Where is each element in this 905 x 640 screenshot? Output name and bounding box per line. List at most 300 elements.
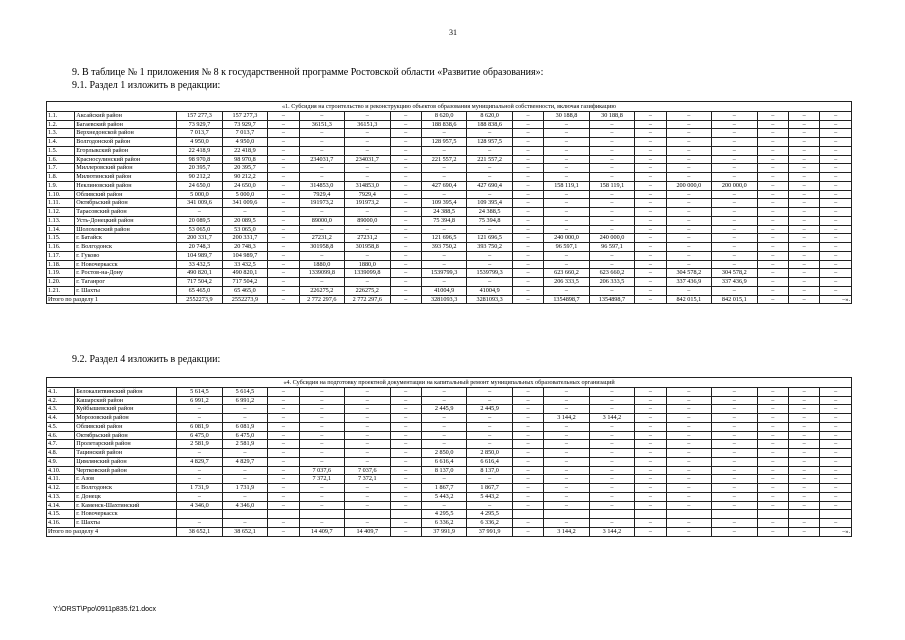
value-cell: 240 000,0: [589, 234, 634, 243]
table-row: [47, 155, 852, 164]
value-cell: –: [268, 129, 299, 138]
table-row: [47, 286, 852, 295]
heading-section-4: 9.2. Раздел 4 изложить в редакции:: [72, 354, 221, 365]
value-cell: –: [788, 475, 819, 484]
municipality-name: Милютинский район: [75, 173, 177, 182]
value-cell: –: [512, 484, 543, 493]
value-cell: –: [299, 208, 344, 217]
value-cell: –: [390, 225, 421, 234]
value-cell: –: [421, 422, 466, 431]
value-cell: –: [712, 129, 757, 138]
value-cell: –: [345, 484, 390, 493]
value-cell: 3 144,2: [589, 414, 634, 423]
value-cell: 27231,2: [345, 234, 390, 243]
value-cell: –: [390, 138, 421, 147]
value-cell: 128 957,5: [467, 138, 512, 147]
table-row: [47, 449, 852, 458]
value-cell: 7 013,7: [222, 129, 267, 138]
value-cell: –: [345, 387, 390, 396]
value-cell: –: [544, 138, 589, 147]
value-cell: –: [222, 414, 267, 423]
value-cell: –: [788, 466, 819, 475]
value-cell: –: [512, 146, 543, 155]
value-cell: –: [421, 387, 466, 396]
municipality-name: г. Таганрог: [75, 278, 177, 287]
value-cell: –: [421, 501, 466, 510]
value-cell: 36151,3: [345, 120, 390, 129]
value-cell: [712, 510, 757, 519]
total-value: 2552273,9: [222, 295, 267, 304]
value-cell: –: [788, 251, 819, 260]
value-cell: –: [390, 199, 421, 208]
value-cell: –: [390, 519, 421, 528]
value-cell: –: [757, 164, 788, 173]
value-cell: –: [666, 129, 711, 138]
value-cell: –: [467, 414, 512, 423]
value-cell: 4 829,7: [177, 457, 222, 466]
table-row: [47, 216, 852, 225]
value-cell: –: [390, 129, 421, 138]
value-cell: 6 336,2: [467, 519, 512, 528]
value-cell: 1 867,7: [421, 484, 466, 493]
value-cell: –: [757, 243, 788, 252]
municipality-name: г. Волгодонск: [75, 484, 177, 493]
value-cell: –: [345, 111, 390, 120]
value-cell: –: [299, 146, 344, 155]
value-cell: –: [544, 484, 589, 493]
value-cell: –: [635, 396, 666, 405]
value-cell: 65 465,0: [222, 286, 267, 295]
value-cell: –: [820, 173, 852, 182]
total-value: –: [757, 295, 788, 304]
value-cell: –: [666, 138, 711, 147]
value-cell: –: [421, 278, 466, 287]
municipality-name: г. Донецк: [75, 492, 177, 501]
value-cell: –: [268, 431, 299, 440]
value-cell: –: [712, 146, 757, 155]
value-cell: –: [635, 501, 666, 510]
municipality-name: Усть-Донецкий район: [75, 216, 177, 225]
value-cell: –: [390, 251, 421, 260]
municipality-name: г. Волгодонск: [75, 243, 177, 252]
value-cell: [757, 510, 788, 519]
value-cell: –: [421, 260, 466, 269]
value-cell: –: [712, 225, 757, 234]
value-cell: –: [757, 225, 788, 234]
value-cell: 1880,0: [299, 260, 344, 269]
value-cell: –: [390, 414, 421, 423]
value-cell: –: [299, 457, 344, 466]
value-cell: –: [512, 199, 543, 208]
table-total-row: [47, 295, 852, 304]
value-cell: 393 750,2: [467, 243, 512, 252]
value-cell: 4 295,5: [467, 510, 512, 519]
value-cell: –: [788, 164, 819, 173]
value-cell: –: [666, 484, 711, 493]
value-cell: –: [820, 492, 852, 501]
value-cell: –: [268, 286, 299, 295]
value-cell: –: [635, 466, 666, 475]
municipality-name: г. Новочеркасск: [75, 260, 177, 269]
value-cell: 75 394,8: [467, 216, 512, 225]
value-cell: –: [788, 243, 819, 252]
value-cell: –: [467, 129, 512, 138]
value-cell: –: [666, 449, 711, 458]
row-number: 1.15.: [47, 234, 75, 243]
value-cell: –: [788, 519, 819, 528]
value-cell: –: [589, 190, 634, 199]
value-cell: –: [467, 431, 512, 440]
value-cell: 717 504,2: [177, 278, 222, 287]
value-cell: –: [268, 414, 299, 423]
value-cell: 89000,0: [299, 216, 344, 225]
value-cell: 4 950,0: [177, 138, 222, 147]
value-cell: –: [712, 251, 757, 260]
value-cell: 234031,7: [345, 155, 390, 164]
value-cell: –: [788, 278, 819, 287]
municipality-name: Кашарский район: [75, 396, 177, 405]
value-cell: 7929,4: [345, 190, 390, 199]
value-cell: –: [712, 286, 757, 295]
value-cell: –: [390, 449, 421, 458]
value-cell: 4 346,0: [222, 501, 267, 510]
table-row: [47, 243, 852, 252]
value-cell: –: [666, 199, 711, 208]
value-cell: –: [820, 414, 852, 423]
value-cell: –: [820, 278, 852, 287]
total-value: 3 144,2: [589, 527, 634, 536]
value-cell: –: [512, 519, 543, 528]
value-cell: –: [757, 396, 788, 405]
value-cell: 7 372,1: [299, 475, 344, 484]
value-cell: –: [788, 396, 819, 405]
value-cell: –: [635, 431, 666, 440]
value-cell: 200 000,0: [712, 181, 757, 190]
total-value: –: [512, 527, 543, 536]
value-cell: –: [512, 216, 543, 225]
value-cell: 104 989,7: [177, 251, 222, 260]
value-cell: –: [820, 129, 852, 138]
row-number: 4.1.: [47, 387, 75, 396]
value-cell: –: [757, 208, 788, 217]
value-cell: 6 336,2: [421, 519, 466, 528]
value-cell: –: [467, 422, 512, 431]
value-cell: –: [390, 466, 421, 475]
municipality-name: г. Шахты: [75, 519, 177, 528]
value-cell: –: [820, 190, 852, 199]
value-cell: –: [820, 155, 852, 164]
value-cell: [512, 510, 543, 519]
value-cell: –: [820, 286, 852, 295]
table-row: [47, 225, 852, 234]
value-cell: –: [757, 138, 788, 147]
municipality-name: г. Шахты: [75, 286, 177, 295]
value-cell: –: [544, 449, 589, 458]
municipality-name: г. Батайск: [75, 234, 177, 243]
value-cell: –: [820, 269, 852, 278]
value-cell: –: [788, 129, 819, 138]
table-row: [47, 164, 852, 173]
file-path-footer: Y:\ORST\Ppo\0911p835.f21.docx: [53, 606, 156, 613]
value-cell: –: [635, 138, 666, 147]
value-cell: –: [589, 484, 634, 493]
value-cell: –: [345, 208, 390, 217]
value-cell: –: [666, 111, 711, 120]
value-cell: –: [467, 225, 512, 234]
value-cell: –: [788, 138, 819, 147]
municipality-name: Морозовский район: [75, 414, 177, 423]
value-cell: –: [421, 396, 466, 405]
value-cell: 121 696,5: [467, 234, 512, 243]
value-cell: –: [268, 164, 299, 173]
value-cell: –: [820, 387, 852, 396]
municipality-name: Белокалитвинский район: [75, 387, 177, 396]
value-cell: –: [512, 440, 543, 449]
value-cell: –: [635, 457, 666, 466]
table-row: [47, 387, 852, 396]
value-cell: –: [589, 440, 634, 449]
value-cell: –: [635, 225, 666, 234]
value-cell: –: [268, 208, 299, 217]
value-cell: –: [635, 181, 666, 190]
value-cell: –: [820, 466, 852, 475]
value-cell: –: [635, 475, 666, 484]
value-cell: –: [788, 440, 819, 449]
table-section-1: [46, 101, 852, 304]
total-value: 3281093,3: [421, 295, 466, 304]
value-cell: –: [299, 492, 344, 501]
value-cell: –: [544, 199, 589, 208]
total-value: –: [390, 527, 421, 536]
value-cell: –: [820, 164, 852, 173]
value-cell: 1539799,3: [467, 269, 512, 278]
value-cell: 24 650,0: [222, 181, 267, 190]
value-cell: –: [757, 519, 788, 528]
value-cell: –: [512, 501, 543, 510]
value-cell: –: [345, 422, 390, 431]
value-cell: –: [589, 120, 634, 129]
value-cell: –: [299, 422, 344, 431]
value-cell: 304 578,2: [666, 269, 711, 278]
table-row: [47, 190, 852, 199]
table-row: [47, 457, 852, 466]
row-number: 4.3.: [47, 405, 75, 414]
value-cell: –: [345, 225, 390, 234]
value-cell: –: [757, 251, 788, 260]
value-cell: 2 445,9: [467, 405, 512, 414]
value-cell: 2 581,9: [222, 440, 267, 449]
table-row: [47, 501, 852, 510]
value-cell: –: [820, 146, 852, 155]
table-row: [47, 146, 852, 155]
value-cell: 1880,0: [345, 260, 390, 269]
value-cell: –: [345, 457, 390, 466]
value-cell: –: [544, 286, 589, 295]
value-cell: –: [390, 146, 421, 155]
value-cell: 90 212,2: [177, 173, 222, 182]
value-cell: –: [788, 431, 819, 440]
value-cell: –: [635, 440, 666, 449]
total-value: –: [635, 295, 666, 304]
value-cell: 98 970,8: [222, 155, 267, 164]
value-cell: –: [635, 449, 666, 458]
value-cell: –: [268, 111, 299, 120]
value-cell: –: [635, 190, 666, 199]
value-cell: –: [712, 243, 757, 252]
value-cell: –: [299, 138, 344, 147]
value-cell: 53 065,0: [177, 225, 222, 234]
value-cell: –: [712, 414, 757, 423]
value-cell: –: [390, 111, 421, 120]
value-cell: –: [544, 519, 589, 528]
total-value: –».: [820, 527, 852, 536]
value-cell: –: [421, 190, 466, 199]
heading-section-1: 9.1. Раздел 1 изложить в редакции:: [72, 80, 221, 91]
value-cell: –: [712, 164, 757, 173]
row-number: 4.10.: [47, 466, 75, 475]
value-cell: –: [268, 466, 299, 475]
row-number: 4.5.: [47, 422, 75, 431]
value-cell: –: [467, 440, 512, 449]
value-cell: 20 395,7: [177, 164, 222, 173]
value-cell: 33 432,5: [222, 260, 267, 269]
value-cell: –: [268, 484, 299, 493]
value-cell: 4 950,0: [222, 138, 267, 147]
value-cell: 8 137,0: [421, 466, 466, 475]
municipality-name: Обливский район: [75, 422, 177, 431]
table-total-row: [47, 527, 852, 536]
value-cell: –: [788, 225, 819, 234]
value-cell: –: [467, 190, 512, 199]
value-cell: –: [757, 440, 788, 449]
value-cell: –: [268, 501, 299, 510]
value-cell: –: [589, 519, 634, 528]
value-cell: –: [268, 155, 299, 164]
table-row: [47, 173, 852, 182]
value-cell: 30 188,8: [544, 111, 589, 120]
value-cell: –: [544, 475, 589, 484]
value-cell: –: [757, 155, 788, 164]
value-cell: 341 009,6: [177, 199, 222, 208]
value-cell: –: [544, 431, 589, 440]
value-cell: –: [512, 269, 543, 278]
total-value: 38 652,1: [222, 527, 267, 536]
row-number: 4.11.: [47, 475, 75, 484]
total-value: 2 772 297,6: [345, 295, 390, 304]
value-cell: –: [666, 190, 711, 199]
value-cell: –: [544, 405, 589, 414]
value-cell: 8 620,0: [467, 111, 512, 120]
value-cell: –: [666, 216, 711, 225]
value-cell: 314853,0: [345, 181, 390, 190]
value-cell: –: [177, 475, 222, 484]
value-cell: [635, 510, 666, 519]
row-number: 4.16.: [47, 519, 75, 528]
value-cell: 73 929,7: [222, 120, 267, 129]
value-cell: 623 660,2: [589, 269, 634, 278]
value-cell: –: [666, 440, 711, 449]
value-cell: –: [666, 243, 711, 252]
row-number: 1.1.: [47, 111, 75, 120]
row-number: 4.7.: [47, 440, 75, 449]
value-cell: 20 748,3: [222, 243, 267, 252]
value-cell: –: [788, 181, 819, 190]
municipality-name: Красносулинский район: [75, 155, 177, 164]
total-value: 3 144,2: [544, 527, 589, 536]
value-cell: –: [177, 492, 222, 501]
value-cell: –: [820, 449, 852, 458]
value-cell: 2 581,9: [177, 440, 222, 449]
value-cell: –: [222, 519, 267, 528]
table-row: [47, 269, 852, 278]
value-cell: –: [757, 120, 788, 129]
value-cell: [544, 510, 589, 519]
value-cell: –: [345, 146, 390, 155]
value-cell: –: [421, 164, 466, 173]
table-row: [47, 440, 852, 449]
value-cell: –: [666, 225, 711, 234]
value-cell: –: [345, 164, 390, 173]
municipality-name: Аксайский район: [75, 111, 177, 120]
value-cell: –: [820, 243, 852, 252]
value-cell: –: [544, 216, 589, 225]
value-cell: 200 000,0: [666, 181, 711, 190]
table-row: [47, 111, 852, 120]
value-cell: –: [299, 484, 344, 493]
value-cell: –: [268, 440, 299, 449]
value-cell: –: [222, 449, 267, 458]
value-cell: –: [757, 190, 788, 199]
value-cell: [268, 510, 299, 519]
value-cell: –: [635, 243, 666, 252]
value-cell: –: [345, 492, 390, 501]
value-cell: 33 432,5: [177, 260, 222, 269]
value-cell: –: [177, 449, 222, 458]
value-cell: –: [268, 278, 299, 287]
value-cell: –: [467, 146, 512, 155]
value-cell: 6 991,2: [222, 396, 267, 405]
value-cell: –: [544, 440, 589, 449]
value-cell: –: [345, 440, 390, 449]
value-cell: –: [390, 243, 421, 252]
table-row: [47, 181, 852, 190]
value-cell: 5 000,0: [177, 190, 222, 199]
value-cell: 73 929,7: [177, 120, 222, 129]
value-cell: –: [712, 234, 757, 243]
value-cell: –: [712, 199, 757, 208]
value-cell: 90 212,2: [222, 173, 267, 182]
value-cell: –: [635, 278, 666, 287]
value-cell: –: [635, 129, 666, 138]
value-cell: –: [757, 129, 788, 138]
municipality-name: Обливский район: [75, 190, 177, 199]
value-cell: –: [268, 475, 299, 484]
value-cell: –: [390, 181, 421, 190]
value-cell: –: [467, 278, 512, 287]
value-cell: –: [390, 286, 421, 295]
value-cell: 240 000,0: [544, 234, 589, 243]
value-cell: –: [712, 155, 757, 164]
value-cell: –: [177, 208, 222, 217]
total-value: –: [666, 527, 711, 536]
value-cell: 393 750,2: [421, 243, 466, 252]
value-cell: –: [268, 422, 299, 431]
value-cell: –: [788, 120, 819, 129]
value-cell: –: [757, 269, 788, 278]
value-cell: –: [544, 208, 589, 217]
table-title: «1. Субсидия на строительство и реконструкцию объектов образования муниципальной собственности, включая газификацию: [47, 102, 852, 112]
value-cell: –: [635, 199, 666, 208]
